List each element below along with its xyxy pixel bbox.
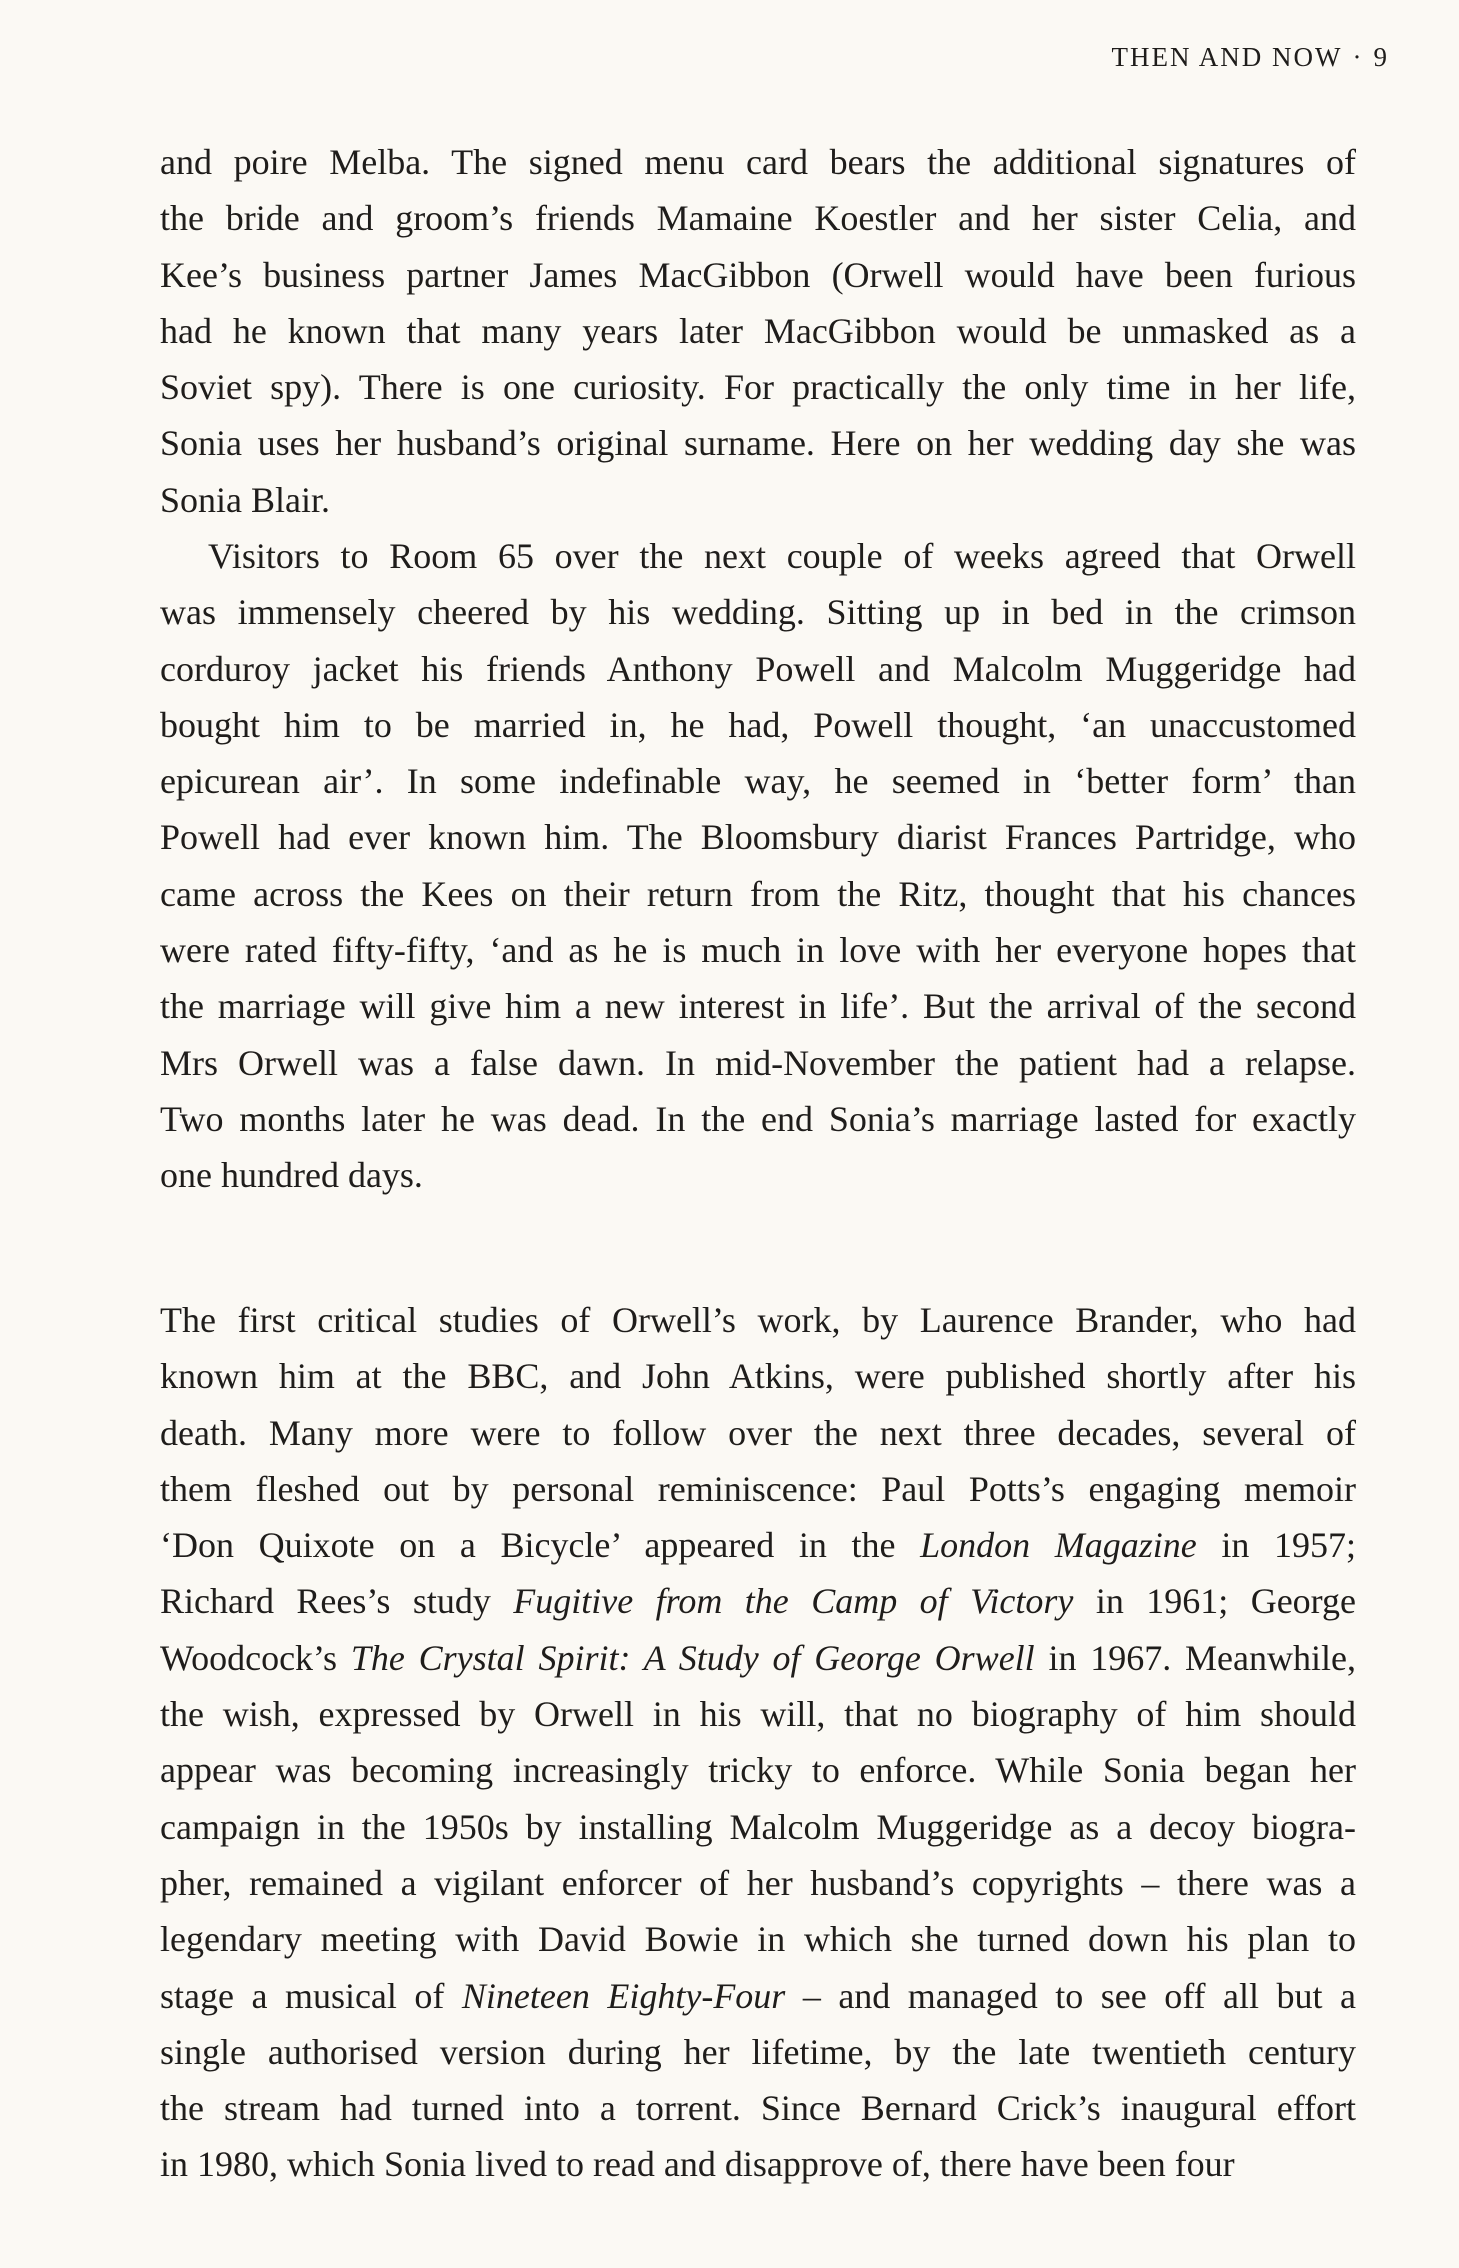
text-line: campaign in the 1950s by installing Malcolm Muggeridge as a decoy biogra- bbox=[160, 1806, 1356, 1847]
text-line: and poire Melba. The signed menu card bears the additional signatures of bbox=[160, 142, 1356, 182]
text-line: stage a musical of Nineteen Eighty-Four – and managed to see off all but a bbox=[160, 1975, 1356, 2016]
italic-title: Nineteen Eighty-Four bbox=[461, 1975, 786, 2016]
running-title: THEN AND NOW bbox=[1111, 42, 1343, 72]
text-line: them fleshed out by personal reminiscence: Paul Potts’s engaging memoir bbox=[160, 1468, 1356, 1509]
page-number: 9 bbox=[1373, 42, 1389, 72]
text-line: death. Many more were to follow over the next three decades, several of bbox=[160, 1412, 1356, 1453]
text-line: The first critical studies of Orwell’s work, by Laurence Brander, who had bbox=[160, 1300, 1356, 1340]
italic-title: Fugitive from the Camp of Victory bbox=[513, 1581, 1074, 1622]
italic-title: London Magazine bbox=[920, 1525, 1197, 1566]
text-line: single authorised version during her lifetime, by the late twentieth century bbox=[160, 2031, 1356, 2072]
text-line: Woodcock’s The Crystal Spirit: A Study of George Orwell in 1967. Meanwhile, bbox=[160, 1637, 1356, 1678]
text-line: the marriage will give him a new interest in life’. But the arrival of the second bbox=[160, 986, 1356, 1027]
text-line: pher, remained a vigilant enforcer of her husband’s copyrights – there was a bbox=[160, 1862, 1356, 1903]
text-line: Kee’s business partner James MacGibbon (Orwell would have been furious bbox=[160, 254, 1356, 295]
text-line: Mrs Orwell was a false dawn. In mid-November the patient had a relapse. bbox=[160, 1042, 1356, 1083]
text-line: had he known that many years later MacGibbon would be unmasked as a bbox=[160, 310, 1356, 351]
text-line: Powell had ever known him. The Bloomsbury diarist Frances Partridge, who bbox=[160, 817, 1356, 858]
text-line: Two months later he was dead. In the end Sonia’s marriage lasted for exactly bbox=[160, 1098, 1356, 1139]
text-line: appear was becoming increasingly tricky to enforce. While Sonia began her bbox=[160, 1750, 1356, 1791]
text-line: corduroy jacket his friends Anthony Powell and Malcolm Muggeridge had bbox=[160, 648, 1356, 689]
text-line: was immensely cheered by his wedding. Sitting up in bed in the crimson bbox=[160, 592, 1356, 633]
italic-title: The Crystal Spirit: A Study of George Orwell bbox=[350, 1637, 1035, 1678]
text-line: Visitors to Room 65 over the next couple of weeks agreed that Orwell bbox=[208, 536, 1356, 576]
text-line: the bride and groom’s friends Mamaine Koestler and her sister Celia, and bbox=[160, 198, 1356, 239]
paragraph-3 bbox=[160, 1292, 1356, 2193]
text-line: bought him to be married in, he had, Powell thought, ‘an unaccustomed bbox=[160, 704, 1356, 745]
text-line: Sonia Blair. bbox=[160, 479, 330, 520]
text-line: the stream had turned into a torrent. Since Bernard Crick’s inaugural effort bbox=[160, 2088, 1356, 2129]
text-line: epicurean air’. In some indefinable way, he seemed in ‘better form’ than bbox=[160, 761, 1356, 802]
running-head-separator: · bbox=[1352, 42, 1364, 72]
text-line: ‘Don Quixote on a Bicycle’ appeared in the London Magazine in 1957; bbox=[160, 1525, 1356, 1566]
text-line: were rated fifty-fifty, ‘and as he is much in love with her everyone hopes that bbox=[160, 930, 1356, 971]
text-line: the wish, expressed by Orwell in his will, that no biography of him should bbox=[160, 1694, 1356, 1735]
running-head bbox=[1112, 42, 1389, 73]
paragraph-2 bbox=[160, 528, 1356, 1204]
text-line: in 1980, which Sonia lived to read and disapprove of, there have been four bbox=[160, 2144, 1235, 2185]
text-line: Soviet spy). There is one curiosity. For practically the only time in her life, bbox=[160, 367, 1356, 408]
text-line: legendary meeting with David Bowie in which she turned down his plan to bbox=[160, 1919, 1356, 1960]
paragraph-1 bbox=[160, 134, 1356, 528]
text-line: Sonia uses her husband’s original surname. Here on her wedding day she was bbox=[160, 423, 1356, 464]
text-line: came across the Kees on their return from the Ritz, thought that his chances bbox=[160, 873, 1356, 914]
text-line: one hundred days. bbox=[160, 1155, 423, 1196]
text-line: known him at the BBC, and John Atkins, were published shortly after his bbox=[160, 1356, 1356, 1397]
text-line: Richard Rees’s study Fugitive from the Camp of Victory in 1961; George bbox=[160, 1581, 1356, 1622]
